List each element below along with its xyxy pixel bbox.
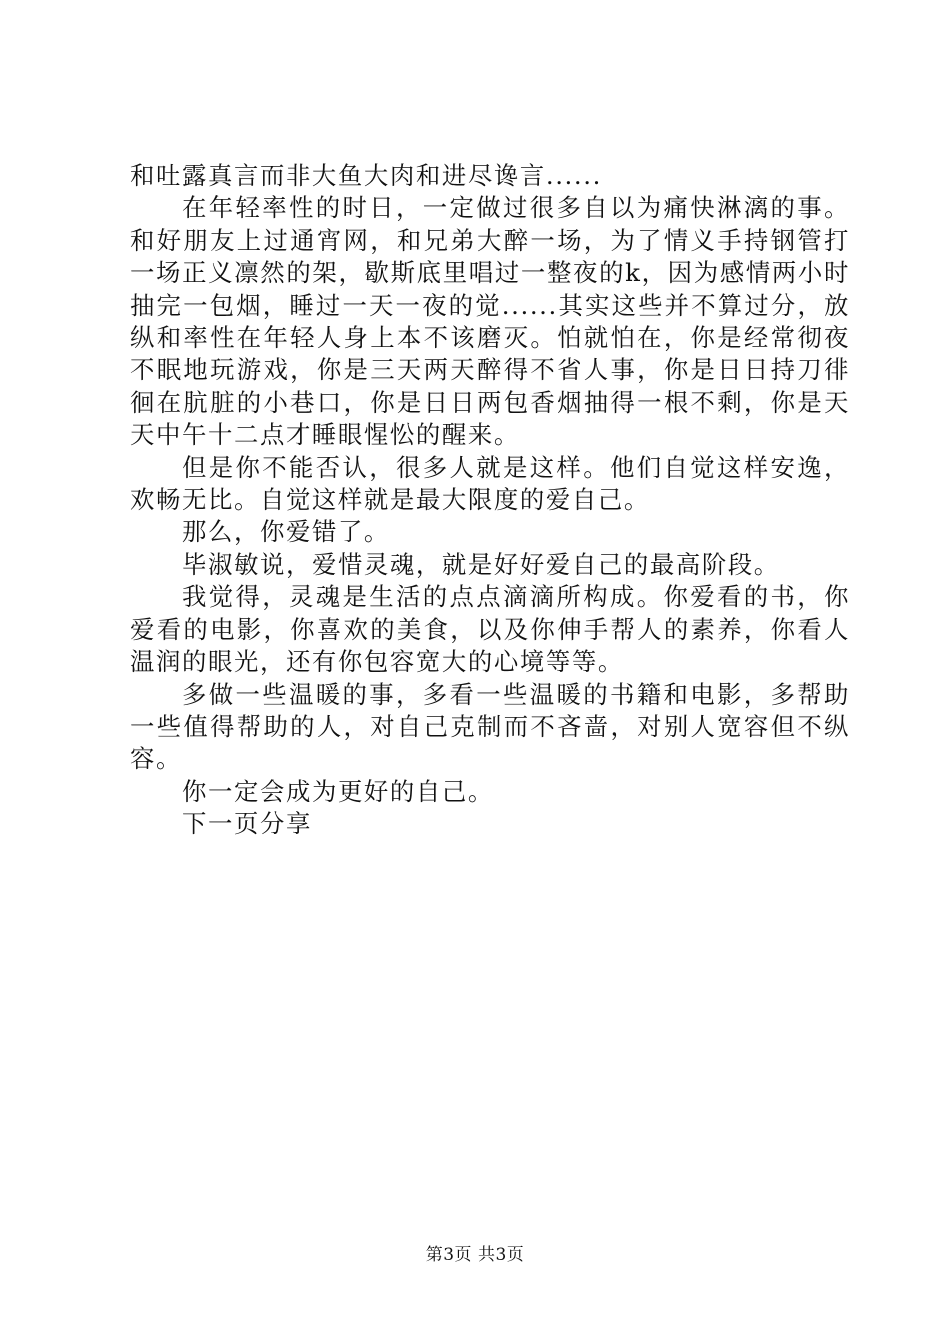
paragraph-continuation: 和吐露真言而非大鱼大肉和进尽谗言...... — [130, 161, 602, 190]
paragraph-better-self: 你一定会成为更好的自己。 — [182, 776, 494, 806]
paragraph-love-wrong: 那么，你爱错了。 — [182, 517, 390, 547]
paragraph-soul: 我觉得，灵魂是生活的点点滴滴所构成。你爱看的书，你爱看的电影，你喜欢的美食，以及你伸手帮人的素养，你看人温润的眼光，还有你包容宽大的心境等等。 — [130, 582, 850, 677]
next-page-share-link: 下一页分享 — [182, 809, 312, 839]
paragraph-youth: 在年轻率性的时日，一定做过很多自以为痛快淋漓的事。和好朋友上过通宵网，和兄弟大醉一场，为了情义手持钢管打一场正义凛然的架，歇斯底里唱过一整夜的k，因为感情两小时抽完一包烟，睡过一天一夜的觉......其实这些并不算过分，放纵和率性在年轻人身上本不该磨灭。怕就怕在，你是经常彻夜不眠地玩游戏，你是三天两天醉得不省人事，你是日日持刀徘徊在肮脏的小巷口，你是日日两包香烟抽得一根不剩，你是天天中午十二点才睡眼惺忪的醒来。 — [130, 193, 850, 450]
paragraph-warm-things: 多做一些温暖的事，多看一些温暖的书籍和电影，多帮助一些值得帮助的人，对自己克制而不吝啬，对别人宽容但不纵容。 — [130, 679, 850, 774]
document-body — [130, 160, 850, 841]
paragraph-cannot-deny: 但是你不能否认，很多人就是这样。他们自觉这样安逸，欢畅无比。自觉这样就是最大限度的爱自己。 — [130, 452, 850, 515]
page-number-footer: 第3页 共3页 — [425, 1245, 525, 1265]
paragraph-quote: 毕淑敏说，爱惜灵魂，就是好好爱自己的最高阶段。 — [182, 549, 780, 579]
